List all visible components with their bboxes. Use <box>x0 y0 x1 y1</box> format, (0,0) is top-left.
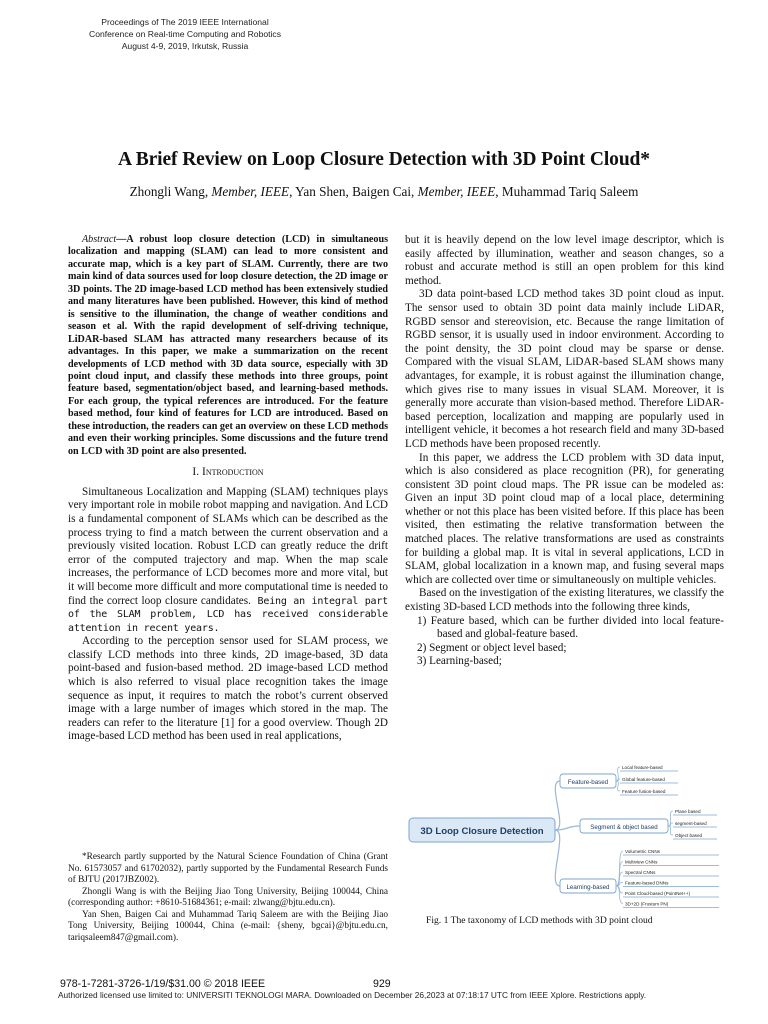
section-numeral: I. <box>192 466 200 479</box>
section-title: Introduction <box>201 466 264 479</box>
child-node-label: Object based <box>675 833 703 838</box>
left-column <box>68 234 388 744</box>
proceedings-line: Proceedings of The 2019 IEEE International <box>101 17 269 27</box>
abstract <box>68 234 388 458</box>
isbn-line: 978-1-7281-3726-1/19/$31.00 © 2018 IEEE <box>60 978 266 990</box>
author-line <box>0 184 768 200</box>
body-paragraph: In this paper, we address the LCD problem with 3D data input, which is also considered as place recognition (PR), for generating consistent 3D point cloud maps. The PR issue can be modeled as: Given an input 3D point cloud map of a local place, determining whether or not this place has been visited before. If this place has been visited, then estimating the relative transformation between the matched places. The relative transformations are used as constraints for building a global map. It is vital in several applications, LCD in SLAM, global localization in a known map, and fusing several maps which are collected over time or simultaneously on multiple vehicles. <box>405 451 724 586</box>
connector-feature-based-child <box>616 781 620 791</box>
paper-title: A Brief Review on Loop Closure Detection with 3D Point Cloud* <box>118 149 650 170</box>
child-node-label: Plane based <box>675 809 701 814</box>
method-list <box>405 615 724 669</box>
child-node-label: Multiview CNNs <box>625 859 658 865</box>
child-node-label: segment-based <box>675 821 707 826</box>
abstract-lead: Abstract <box>82 234 117 245</box>
group-node-label: Segment & object based <box>590 823 658 831</box>
child-node-label: Volumetric CNNs <box>625 849 660 854</box>
author-text: , Yan Shen, Baigen Cai, <box>289 184 418 199</box>
body-paragraph: According to the perception sensor used for SLAM process, we classify LCD methods into three kinds, 2D image-based, 3D data point-based and fusion-based method. 2D image-based LCD method which is also referred to visual place recognition takes the image sequence as input, it requires to match the robot’s current observed image with a large number of images which stored in the map. The readers can refer to the literature [1] for a good overview. Though 2D image-based LCD method has been used in real applications, <box>68 635 388 743</box>
author-text: , Muhammad Tariq Saleem <box>495 184 639 199</box>
author-affiliation: Member, IEEE <box>211 184 290 199</box>
child-node-label: Feature fusion-based <box>622 789 666 794</box>
author-affiliation: Member, IEEE <box>417 184 496 199</box>
root-node-label: 3D Loop Closure Detection <box>420 826 544 837</box>
taxonomy-figure <box>405 762 725 910</box>
right-column <box>405 234 724 669</box>
page-number: 929 <box>373 978 391 990</box>
taxonomy-diagram <box>405 762 725 910</box>
license-notice: Authorized licensed use limited to: UNIVERSITI TEKNOLOGI MARA. Downloaded on December 26,2023 at 07:18:17 UTC from IEEE Xplore. Restrictions apply. <box>58 990 647 1000</box>
child-node-label: Local feature-based <box>622 765 663 770</box>
child-node-label: Global feature-based <box>622 777 665 782</box>
abstract-text: —A robust loop closure detection (LCD) in simultaneous localization and mapping (SLAM) can lead to more consistent and accurate map, which is a key part of SLAM. Currently, there are two main kind of data sources used for loop closure detection, the 2D image or 3D points. The 2D image-based LCD method has been extensively studied and many literatures have been published. However, this kind of method is sensitive to the illumination, the change of weather conditions and season et al. With the rapid development of self-driving technique, LiDAR-based SLAM has attracted many researchers because of its advantages. In this paper, we make a summarization on the recent developments of LCD method with 3D data source, especially with 3D point cloud input, and classify these methods into three groups, point feature based, segmentation/object based, and learning-based methods. For each group, the typical references are introduced. For the feature based method, four kind of features for LCD are introduced. Based on these introduction, the readers can get an overview on these LCD methods and even their working principles. Some discussions and the future trend on LCD with 3D point are also presented. <box>68 234 388 457</box>
list-item: 2) Segment or object level based; <box>417 641 567 654</box>
proceedings-header <box>60 16 310 52</box>
section-heading <box>68 466 388 480</box>
group-node-label: Learning-based <box>566 883 610 891</box>
author-text: Zhongli Wang, <box>129 184 212 199</box>
footnote: Yan Shen, Baigen Cai and Muhammad Tariq Saleem are with the Beijing Jiao Tong University, Beijing 100044, China (e-mail: {sheny, bgcai}@bjtu.edu.cn, tariqsaleem847@gmail.com). <box>68 909 388 943</box>
body-paragraph: but it is heavily depend on the low level image descriptor, which is easily affected by illumination, weather and season changes, so a robust and accurate method is still an open problem for this kind method. <box>405 234 724 287</box>
child-node-label: Point Cloud-based (PointNet++) <box>625 891 691 896</box>
body-paragraph <box>68 486 388 636</box>
group-node-label: Feature-based <box>567 778 609 786</box>
child-node-label: Feature-based DNNs <box>625 880 669 886</box>
footnote: Zhongli Wang is with the Beijing Jiao Tong University, Beijing 100044, China (corresponding author: +8610-51684361; e-mail: zlwang@bjtu.edu.cn). <box>68 886 388 908</box>
figure-caption: Fig. 1 The taxonomy of LCD methods with 3D point cloud <box>426 915 653 926</box>
list-item: 1) Feature based, which can be further divided into local feature-based and global-feature based. <box>417 614 724 641</box>
footnotes <box>68 852 388 944</box>
body-paragraph: Based on the investigation of the existing literatures, we classify the existing 3D-based LCD methods into the following three kinds, <box>405 587 724 614</box>
paragraph-text-mono: Being an integral part of the SLAM problem, LCD has received considerable attention in recent years. <box>68 595 389 634</box>
connector-segment-object-based-child <box>668 826 673 835</box>
connector-root-to-feature-based <box>555 781 560 830</box>
proceedings-line: Conference on Real-time Computing and Robotics <box>88 29 282 39</box>
footnote: *Research partly supported by the Natural Science Foundation of China (Grant No. 61573057 and 61702032), partly supported by the Fundamental Research Funds of BJTU (2017JBZ002). <box>68 852 388 885</box>
list-item: 3) Learning-based; <box>417 655 502 668</box>
paragraph-text: Simultaneous Localization and Mapping (SLAM) techniques plays very important role in mobile robot mapping and navigation. And LCD is a fundamental component of SLAMs which can be described as the process trying to find a match between the current observation and a previously visited location. Robust LCD can greatly reduce the drift error of the computed trajectory and map. When the map scale increases, the performance of LCD becomes more and more vital, but it will become more difficult and more computational time is needed to find the correct loop closure candidates. <box>68 485 388 607</box>
child-node-label: 3D+2D (Frustum PN) <box>625 901 669 907</box>
connector-root-to-learning-based <box>555 830 560 886</box>
proceedings-line: August 4-9, 2019, Irkutsk, Russia <box>121 41 249 51</box>
child-node-label: Spectral CNNs <box>625 870 656 875</box>
body-paragraph: 3D data point-based LCD method takes 3D point cloud as input. The sensor used to obtain 3D point data mainly include LiDAR, RGBD sensor and stereovision, etc. Because the range limitation of RGBD sensor, it is usually used in indoor environment. According to the point density, the 3D point cloud may be sparse or dense. Compared with the visual SLAM, LiDAR-based SLAM shows many advantages, for example, it is robust against the illumination change, which gives rise to many issues in visual SLAM. Moreover, it is generally more accurate than vision-based method. Therefore LiDAR-based perception, localization and mapping are popularly used in intelligent vehicle, it becomes a hot research field and many 3D-based LCD methods have been proposed recently. <box>405 288 724 450</box>
